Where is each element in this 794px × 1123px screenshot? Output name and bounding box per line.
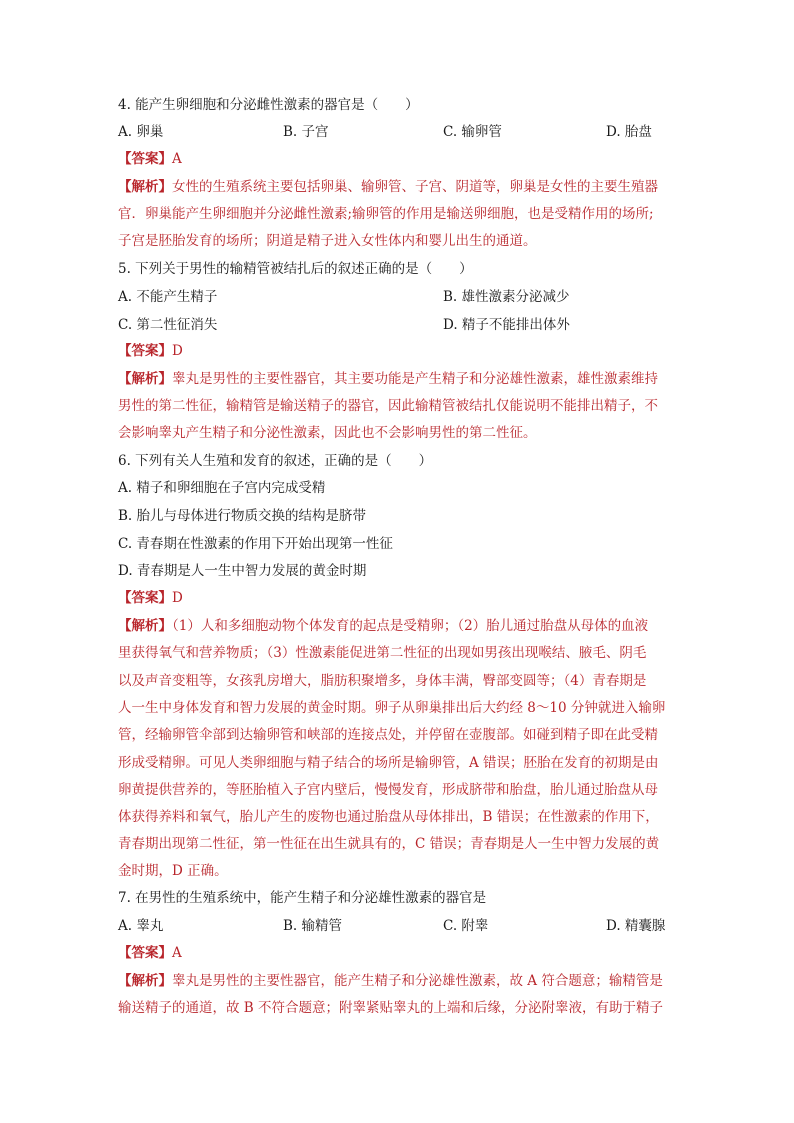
answer-value: A xyxy=(172,945,182,961)
question-6-stem: 6. 下列有关人生殖和发育的叙述，正确的是（ ） xyxy=(118,453,433,469)
analysis-tag: 【解析】 xyxy=(118,179,172,195)
answer-tag: 【答案】 xyxy=(118,151,172,167)
q6-option-a: A. 精子和卵细胞在子宫内完成受精 xyxy=(118,480,326,496)
answer-value: A xyxy=(172,151,182,167)
q5-option-d: D. 精子不能排出体外 xyxy=(443,317,570,333)
q5-analysis-line: 【解析】睾丸是男性的主要性器官，其主要功能是产生精子和分泌雄性激素，雄性激素维持 xyxy=(118,371,658,387)
q7-option-c: C. 附睾 xyxy=(443,918,489,934)
q5-answer xyxy=(118,342,678,360)
q4-analysis-line: 【解析】女性的生殖系统主要包括卵巢、输卵管、子宫、阴道等，卵巢是女性的主要生殖器 xyxy=(118,179,658,195)
q6-analysis-line: 里获得氧气和营养物质；（3）性激素能促进第二性征的出现如男孩出现喉结、腋毛、阴毛 xyxy=(118,645,647,661)
q4-option-d: D. 胎盘 xyxy=(606,124,652,140)
q7-analysis-line: 输送精子的通道，故 B 不符合题意；附睾紧贴睾丸的上端和后缘，分泌附睾液，有助于精子 xyxy=(118,1000,664,1016)
q7-option-d: D. 精囊腺 xyxy=(606,918,666,934)
question-5-stem: 5. 下列关于男性的输精管被结扎后的叙述正确的是（ ） xyxy=(118,261,473,277)
q6-option-b: B. 胎儿与母体进行物质交换的结构是脐带 xyxy=(118,508,367,524)
question-7-stem: 7. 在男性的生殖系统中，能产生精子和分泌雄性激素的器官是 xyxy=(118,890,487,906)
q5-analysis-line: 会影响睾丸产生精子和分泌性激素，因此也不会影响男性的第二性征。 xyxy=(118,425,537,441)
q5-option-c: C. 第二性征消失 xyxy=(118,317,218,333)
answer-value: D xyxy=(172,590,183,606)
q5-option-b: B. 雄性激素分泌减少 xyxy=(443,289,570,305)
answer-tag: 【答案】 xyxy=(118,590,172,606)
q4-option-c: C. 输卵管 xyxy=(443,124,502,140)
q7-option-b: B. 输精管 xyxy=(283,918,343,934)
q6-analysis-line: 管，经输卵管伞部到达输卵管和峡部的连接点处，并停留在壶腹部。如碰到精子即在此受精 xyxy=(118,727,658,743)
analysis-tag: 【解析】 xyxy=(118,371,172,387)
answer-tag: 【答案】 xyxy=(118,343,172,359)
q6-analysis-line: 以及声音变粗等，女孩乳房增大，脂肪积聚增多，身体丰满，臀部变圆等；（4）青春期是 xyxy=(118,673,647,689)
q6-analysis-line: 体获得养料和氧气，胎儿产生的废物也通过胎盘从母体排出，B 错误；在性激素的作用下， xyxy=(118,809,659,825)
analysis-tag: 【解析】 xyxy=(118,973,172,989)
q6-analysis-line: 人一生中身体发育和智力发展的黄金时期。卵子从卵巢排出后大约经 8～10 分钟就进入输卵 xyxy=(118,700,666,716)
q4-analysis-line: 子宫是胚胎发育的场所；阴道是精子进入女性体内和婴儿出生的通道。 xyxy=(118,233,537,249)
q6-option-d: D. 青春期是人一生中智力发展的黄金时期 xyxy=(118,563,367,579)
q6-analysis-line: 卵黄提供营养的，等胚胎植入子宫内壁后，慢慢发育，形成脐带和胎盘，胎儿通过胎盘从母 xyxy=(118,782,658,798)
answer-value: D xyxy=(172,343,183,359)
q6-option-c: C. 青春期在性激素的作用下开始出现第一性征 xyxy=(118,536,393,552)
analysis-tag: 【解析】 xyxy=(118,618,172,634)
answer-tag: 【答案】 xyxy=(118,945,172,961)
q4-option-b: B. 子宫 xyxy=(283,124,329,140)
q4-answer xyxy=(118,150,678,168)
q5-analysis-line: 男性的第二性征，输精管是输送精子的器官，因此输精管被结扎仅能说明不能排出精子，不 xyxy=(118,398,658,414)
question-4-stem: 4. 能产生卵细胞和分泌雌性激素的器官是（ ） xyxy=(118,97,419,113)
q6-analysis-line: 形成受精卵。可见人类卵细胞与精子结合的场所是输卵管，A 错误；胚胎在发育的初期是由 xyxy=(118,755,659,771)
q6-answer xyxy=(118,589,678,607)
q7-answer xyxy=(118,944,678,962)
q7-analysis-line: 【解析】睾丸是男性的主要性器官，能产生精子和分泌雄性激素，故 A 符合题意；输精管是 xyxy=(118,973,663,989)
q6-analysis-line: 青春期出现第二性征，第一性征在出生就具有的，C 错误；青春期是人一生中智力发展的黄 xyxy=(118,836,660,852)
q4-analysis-line: 官．卵巢能产生卵细胞并分泌雌性激素;输卵管的作用是输送卵细胞，也是受精作用的场所; xyxy=(118,206,654,222)
q7-option-a: A. 睾丸 xyxy=(118,918,164,934)
q6-analysis-line: 【解析】（1）人和多细胞动物个体发育的起点是受精卵；（2）胎儿通过胎盘从母体的血液 xyxy=(118,618,649,634)
q5-option-a: A. 不能产生精子 xyxy=(118,289,218,305)
q4-option-a: A. 卵巢 xyxy=(118,124,164,140)
q6-analysis-line: 金时期，D 正确。 xyxy=(118,863,228,879)
